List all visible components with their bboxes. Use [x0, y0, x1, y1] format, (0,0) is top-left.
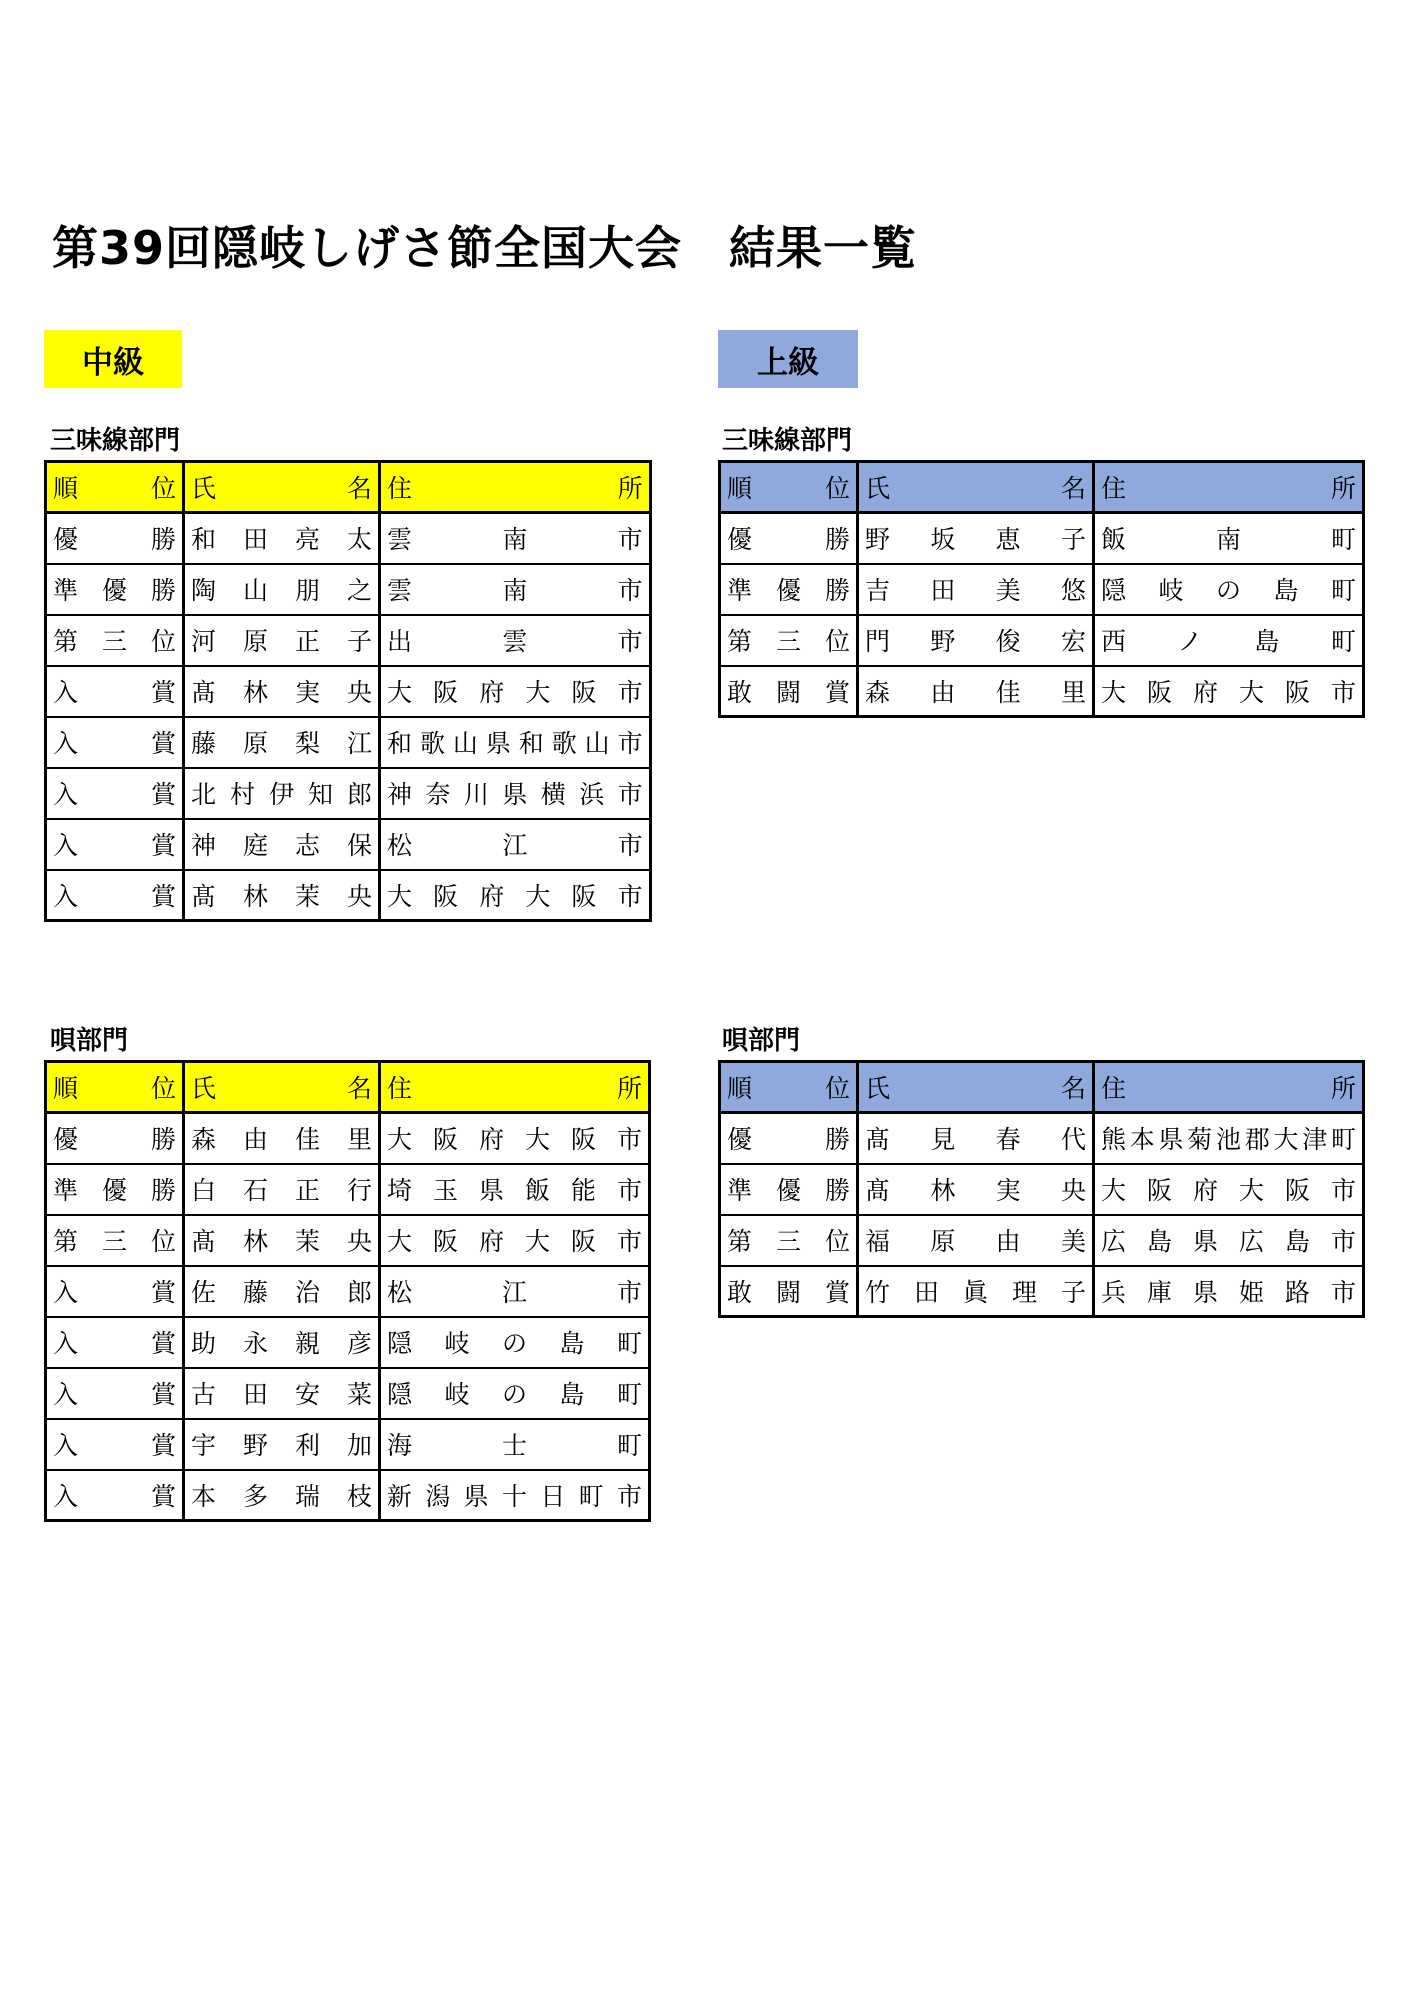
rank-cell: 第 三 位: [720, 1215, 858, 1266]
address-cell: 埼 玉 県 飯 能 市: [380, 1164, 650, 1215]
table-row: [720, 615, 1364, 666]
header-rank: 順 位: [720, 462, 858, 513]
name-cell: 森 由 佳 里: [858, 666, 1094, 717]
address-cell: 大 阪 府 大 阪 市: [380, 666, 651, 717]
rank-cell: 敢 闘 賞: [720, 1266, 858, 1317]
table-row: [46, 1470, 650, 1521]
section-label-mid-shamisen: 三味線部門: [50, 426, 181, 456]
header-address: 住 所: [380, 462, 651, 513]
rank-cell: 入 賞: [46, 1317, 184, 1368]
rank-cell: 入 賞: [46, 666, 184, 717]
address-cell: 雲 南 市: [380, 513, 651, 564]
rank-cell: 入 賞: [46, 819, 184, 870]
address-cell: 大 阪 府 大 阪 市: [1094, 666, 1364, 717]
table-header-row: [46, 1062, 650, 1113]
rank-cell: 準 優 勝: [720, 1164, 858, 1215]
address-cell: 新 潟 県 十 日 町 市: [380, 1470, 650, 1521]
results-table-mid-song: [44, 1060, 651, 1522]
table-row: [46, 768, 651, 819]
address-cell: 松 江 市: [380, 1266, 650, 1317]
table-row: [46, 819, 651, 870]
address-cell: 海 士 町: [380, 1419, 650, 1470]
address-cell: 熊本県菊池郡大津町: [1094, 1113, 1364, 1164]
table-row: [46, 717, 651, 768]
address-cell: 神 奈 川 県 横 浜 市: [380, 768, 651, 819]
results-table-high-shamisen: [718, 460, 1365, 718]
address-cell: 西 ノ 島 町: [1094, 615, 1364, 666]
table-row: [720, 666, 1364, 717]
name-cell: 髙 見 春 代: [858, 1113, 1094, 1164]
address-cell: 兵 庫 県 姫 路 市: [1094, 1266, 1364, 1317]
address-cell: 出 雲 市: [380, 615, 651, 666]
level-badge-advanced: 上級: [718, 330, 858, 388]
header-name: 氏 名: [184, 462, 380, 513]
name-cell: 本 多 瑞 枝: [184, 1470, 380, 1521]
table-header-row: [720, 462, 1364, 513]
rank-cell: 優 勝: [720, 513, 858, 564]
table-row: [720, 564, 1364, 615]
address-cell: 和 歌 山 県 和 歌 山 市: [380, 717, 651, 768]
address-cell: 大 阪 府 大 阪 市: [380, 1215, 650, 1266]
table-row: [720, 1215, 1364, 1266]
table-row: [46, 513, 651, 564]
name-cell: 陶 山 朋 之: [184, 564, 380, 615]
table-row: [46, 1368, 650, 1419]
header-rank: 順 位: [720, 1062, 858, 1113]
rank-cell: 入 賞: [46, 717, 184, 768]
table-row: [46, 1215, 650, 1266]
address-cell: 隠 岐 の 島 町: [1094, 564, 1364, 615]
table-row: [46, 666, 651, 717]
table-row: [46, 615, 651, 666]
name-cell: 神 庭 志 保: [184, 819, 380, 870]
name-cell: 吉 田 美 悠: [858, 564, 1094, 615]
rank-cell: 第 三 位: [46, 1215, 184, 1266]
table-row: [46, 870, 651, 921]
name-cell: 髙 林 茉 央: [184, 1215, 380, 1266]
rank-cell: 入 賞: [46, 1368, 184, 1419]
table-row: [46, 1419, 650, 1470]
header-address: 住 所: [380, 1062, 650, 1113]
address-cell: 大 阪 府 大 阪 市: [380, 870, 651, 921]
rank-cell: 第 三 位: [46, 615, 184, 666]
name-cell: 門 野 俊 宏: [858, 615, 1094, 666]
rank-cell: 敢 闘 賞: [720, 666, 858, 717]
header-rank: 順 位: [46, 462, 184, 513]
header-name: 氏 名: [184, 1062, 380, 1113]
level-badge-intermediate: 中級: [44, 330, 182, 388]
rank-cell: 入 賞: [46, 1419, 184, 1470]
rank-cell: 第 三 位: [720, 615, 858, 666]
table-row: [720, 1113, 1364, 1164]
rank-cell: 入 賞: [46, 870, 184, 921]
name-cell: 河 原 正 子: [184, 615, 380, 666]
results-table-high-song: [718, 1060, 1365, 1318]
header-name: 氏 名: [858, 1062, 1094, 1113]
section-label-high-shamisen: 三味線部門: [722, 426, 853, 456]
page-title: 第39回隠岐しげさ節全国大会 結果一覧: [52, 221, 918, 275]
table-row: [720, 1266, 1364, 1317]
rank-cell: 準 優 勝: [720, 564, 858, 615]
name-cell: 髙 林 実 央: [858, 1164, 1094, 1215]
address-cell: 雲 南 市: [380, 564, 651, 615]
header-address: 住 所: [1094, 1062, 1364, 1113]
name-cell: 和 田 亮 太: [184, 513, 380, 564]
name-cell: 竹 田 眞 理 子: [858, 1266, 1094, 1317]
rank-cell: 入 賞: [46, 768, 184, 819]
name-cell: 古 田 安 菜: [184, 1368, 380, 1419]
name-cell: 佐 藤 治 郎: [184, 1266, 380, 1317]
table-row: [46, 1266, 650, 1317]
header-rank: 順 位: [46, 1062, 184, 1113]
name-cell: 白 石 正 行: [184, 1164, 380, 1215]
table-row: [46, 1113, 650, 1164]
table-row: [720, 1164, 1364, 1215]
address-cell: 隠 岐 の 島 町: [380, 1317, 650, 1368]
rank-cell: 優 勝: [46, 513, 184, 564]
rank-cell: 優 勝: [720, 1113, 858, 1164]
name-cell: 助 永 親 彦: [184, 1317, 380, 1368]
section-label-mid-song: 唄部門: [50, 1026, 129, 1056]
rank-cell: 準 優 勝: [46, 1164, 184, 1215]
rank-cell: 準 優 勝: [46, 564, 184, 615]
address-cell: 広 島 県 広 島 市: [1094, 1215, 1364, 1266]
address-cell: 大 阪 府 大 阪 市: [1094, 1164, 1364, 1215]
name-cell: 藤 原 梨 江: [184, 717, 380, 768]
name-cell: 野 坂 恵 子: [858, 513, 1094, 564]
address-cell: 飯 南 町: [1094, 513, 1364, 564]
name-cell: 髙 林 実 央: [184, 666, 380, 717]
address-cell: 松 江 市: [380, 819, 651, 870]
results-table-mid-shamisen: [44, 460, 652, 922]
table-row: [46, 1164, 650, 1215]
header-name: 氏 名: [858, 462, 1094, 513]
table-row: [720, 513, 1364, 564]
rank-cell: 入 賞: [46, 1266, 184, 1317]
table-row: [46, 564, 651, 615]
name-cell: 森 由 佳 里: [184, 1113, 380, 1164]
name-cell: 福 原 由 美: [858, 1215, 1094, 1266]
address-cell: 隠 岐 の 島 町: [380, 1368, 650, 1419]
rank-cell: 入 賞: [46, 1470, 184, 1521]
header-address: 住 所: [1094, 462, 1364, 513]
name-cell: 髙 林 茉 央: [184, 870, 380, 921]
rank-cell: 優 勝: [46, 1113, 184, 1164]
table-header-row: [46, 462, 651, 513]
name-cell: 宇 野 利 加: [184, 1419, 380, 1470]
address-cell: 大 阪 府 大 阪 市: [380, 1113, 650, 1164]
table-row: [46, 1317, 650, 1368]
section-label-high-song: 唄部門: [722, 1026, 801, 1056]
table-header-row: [720, 1062, 1364, 1113]
name-cell: 北 村 伊 知 郎: [184, 768, 380, 819]
